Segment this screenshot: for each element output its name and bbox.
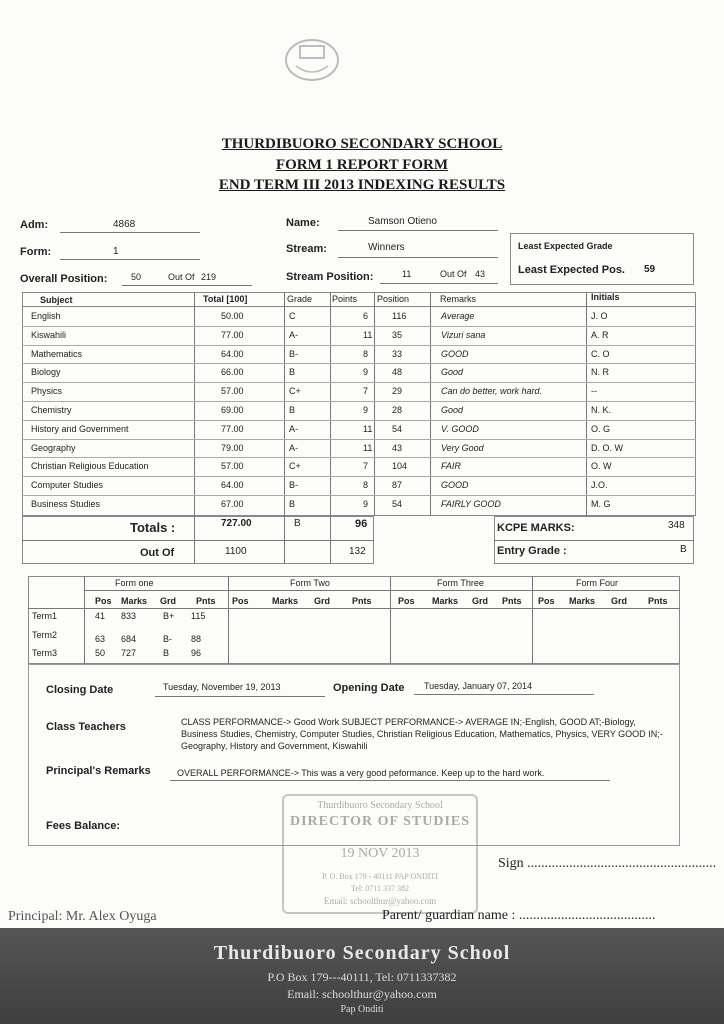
stream-position-label: Stream Position: [286,271,374,283]
stamp-school: Thurdibuoro Secondary School [317,800,443,811]
history-term-grd: B- [163,634,172,644]
col-points: Points [332,294,358,304]
principal-name: Principal: Mr. Alex Oyuga [8,909,157,924]
subject-total: 64.00 [221,348,244,359]
subject-total: 57.00 [221,461,244,472]
subject-total: 67.00 [221,499,244,509]
history-term-label: Term1 [32,611,58,621]
subject-position: 29 [392,386,403,397]
subject-grade: C+ [289,461,301,472]
subject-name: Biology [31,367,61,378]
stream-outof-label: Out Of [440,269,467,279]
director-of-studies-stamp [282,794,478,914]
history-term-pnts: 115 [191,611,206,621]
history-term-marks: 727 [121,648,137,658]
subject-initials: N. R [591,367,609,378]
subject-points: 7 [363,461,369,472]
subject-remark: V. GOOD [441,423,479,434]
subject-grade: B- [289,348,298,359]
history-col-header: Pnts [502,596,522,606]
stamp-title: DIRECTOR OF STUDIES [289,814,471,829]
history-form-header: Form one [115,578,154,588]
col-position: Position [377,294,410,304]
subject-grade: B- [289,480,298,491]
subject-initials: -- [591,386,597,397]
principal-remarks-text: OVERALL PERFORMANCE-> This was a very good peformance. Keep up to the hard work. [177,768,545,778]
subject-name: Business Studies [31,499,101,509]
history-term-pnts: 96 [191,648,202,658]
sign-line: Sign ...................................................... [498,856,717,871]
subject-grade: C+ [289,386,301,397]
subject-name: English [31,311,61,321]
least-expected-pos-label: Least Expected Pos. [518,264,625,276]
subject-points: 8 [363,348,369,359]
history-term-marks: 833 [121,611,137,621]
subject-initials: J.O. [591,480,608,491]
stream-position-value: 11 [402,269,412,279]
subject-position: 116 [392,311,407,321]
history-col-header: Pnts [352,596,372,606]
subject-name: Physics [31,386,63,397]
history-col-header: Marks [121,596,148,606]
name-label: Name: [286,217,320,229]
stamp-date: 19 NOV 2013 [340,846,420,861]
stream-label: Stream: [286,243,327,255]
report-form-title: FORM 1 REPORT FORM [275,157,449,173]
subject-remark: FAIR [441,461,461,472]
subject-points: 9 [363,405,369,415]
totals-label: Totals : [130,520,176,535]
subject-initials: A. R [591,329,609,340]
subject-points: 11 [363,423,373,434]
subject-name: Christian Religious Education [31,461,149,472]
history-term-label: Term2 [32,630,58,640]
subject-initials: J. O [591,311,608,321]
subject-name: Computer Studies [31,480,104,491]
subject-total: 50.00 [221,311,244,321]
subject-position: 28 [392,405,403,415]
subject-initials: M. G [591,499,611,509]
col-total: Total [100] [203,294,248,304]
subject-points: 8 [363,480,369,491]
fees-balance-label: Fees Balance: [46,820,120,832]
history-col-header: Marks [432,596,459,606]
class-teachers-remarks: CLASS PERFORMANCE-> Good Work SUBJECT PERFORMANCE-> AVERAGE IN;-English, GOOD AT;-Biology, Business Studies, Chemistry, Computer Studies, Christian Religious Education, Mathematics, Physics, VERY GOOD IN;-Geography, History and Government, Kiswahili [181,717,663,751]
subject-name: Chemistry [31,405,72,415]
school-name: THURDIBUORO SECONDARY SCHOOL [221,136,503,152]
subject-initials: D. O. W [591,442,623,453]
history-term-grd: B+ [163,611,175,621]
totals-points: 96 [355,518,368,530]
subject-position: 43 [392,442,403,453]
history-term-label: Term3 [32,648,58,658]
subject-position: 104 [392,461,408,472]
subject-position: 48 [392,367,403,378]
totals-marks: 727.00 [221,518,252,529]
exam-title: END TERM III 2013 INDEXING RESULTS [218,177,506,193]
history-col-header: Pos [538,596,555,606]
outof-points: 132 [349,546,366,557]
subject-grade: B [289,405,296,415]
form-value: 1 [113,246,119,257]
subject-remark: Very Good [441,442,484,453]
subject-points: 6 [363,311,369,321]
outof-label: Out Of [140,547,175,559]
subject-name: Geography [31,442,76,453]
subject-points: 7 [363,386,369,397]
parent-guardian-line: Parent/ guardian name : ....................................... [382,908,656,923]
subject-remark: GOOD [441,348,469,359]
subject-initials: O. G [591,423,611,434]
banner-address: P.O Box 179---40111, Tel: 0711337382 [267,970,457,984]
subject-remark: Vizuri sana [441,329,486,340]
history-col-header: Pos [232,596,249,606]
history-term-grd: B [163,648,170,658]
subject-position: 35 [392,329,403,340]
subject-initials: N. K. [591,405,612,415]
least-expected-pos-value: 59 [644,264,656,275]
stamp-tel: Tel: 0711 337 382 [350,884,410,893]
adm-value: 4868 [113,219,136,230]
subject-position: 54 [392,499,403,509]
history-col-header: Grd [611,596,628,606]
least-expected-grade-label: Least Expected Grade [518,241,613,251]
subject-total: 57.00 [221,386,244,397]
history-col-header: Marks [272,596,299,606]
history-col-header: Grd [160,596,177,606]
entry-grade-label: Entry Grade : [497,545,567,557]
subject-position: 54 [392,423,403,434]
subject-total: 79.00 [221,442,244,453]
subject-remark: Can do better, work hard. [441,386,543,397]
subject-remark: GOOD [441,480,469,491]
subject-grade: A- [289,442,298,453]
history-term-pos: 50 [95,648,106,658]
opening-date-label: Opening Date [333,682,405,694]
col-initials: Initials [591,292,620,302]
subject-position: 87 [392,480,403,491]
entry-grade-value: B [680,544,687,555]
subject-remark: FAIRLY GOOD [441,499,501,509]
overall-position-label: Overall Position: [20,273,108,285]
subject-grade: A- [289,329,298,340]
kcpe-value: 348 [668,520,685,531]
history-term-marks: 684 [121,634,137,644]
stream-total: 43 [475,269,486,279]
subject-grade: A- [289,423,298,434]
subject-total: 77.00 [221,423,244,434]
subject-remark: Average [441,311,475,321]
history-col-header: Pos [398,596,415,606]
subject-total: 66.00 [221,367,244,378]
subject-total: 77.00 [221,329,244,340]
subject-position: 33 [392,348,403,359]
history-form-header: Form Three [437,578,484,588]
name-value: Samson Otieno [368,216,437,227]
subject-grade: C [289,311,296,321]
school-crest-icon [282,34,342,84]
history-term-pnts: 88 [191,634,202,644]
history-form-header: Form Two [290,578,330,588]
history-col-header: Pnts [196,596,216,606]
subject-name: Kiswahili [31,329,67,340]
history-col-header: Grd [472,596,489,606]
history-col-header: Grd [314,596,331,606]
history-col-header: Pnts [648,596,668,606]
stamp-email: Email: schoolthur@yahoo.com [323,896,437,906]
col-subject: Subject [40,295,73,305]
banner-school-name: Thurdibuoro Secondary School [213,942,511,964]
subject-grade: B [289,499,296,509]
banner-place: Pap Onditi [340,1004,384,1015]
subject-initials: C. O [591,348,610,359]
stamp-address: P. O. Box 179 - 40111 PAP ONDITI [322,872,438,881]
class-teachers-label: Class Teachers [46,721,126,733]
subject-points: 9 [363,499,369,509]
kcpe-label: KCPE MARKS: [497,522,575,534]
subject-points: 9 [363,367,369,378]
overall-outof-label: Out Of [168,272,195,282]
adm-label: Adm: [20,219,49,231]
history-term-pos: 41 [95,611,106,621]
closing-date-label: Closing Date [46,684,114,696]
history-col-header: Marks [569,596,596,606]
subject-name: History and Government [31,423,129,434]
col-grade: Grade [287,294,313,304]
subject-total: 64.00 [221,480,244,491]
history-form-header: Form Four [576,578,619,588]
form-label: Form: [20,246,52,258]
opening-date-value: Tuesday, January 07, 2014 [424,681,533,691]
subject-points: 11 [363,329,373,340]
subject-points: 11 [363,442,373,453]
closing-date-value: Tuesday, November 19, 2013 [163,682,281,692]
history-term-pos: 63 [95,634,106,644]
stream-value: Winners [368,242,405,253]
col-remarks: Remarks [440,294,477,304]
subject-initials: O. W [591,461,612,472]
outof-marks: 1100 [225,546,247,557]
subject-remark: Good [441,405,464,415]
overall-total: 219 [201,272,217,282]
subject-grade: B [289,367,296,378]
banner-email: Email: schoolthur@yahoo.com [287,987,437,1001]
subject-name: Mathematics [31,348,83,359]
history-col-header: Pos [95,596,112,606]
subject-total: 69.00 [221,405,244,415]
subject-remark: Good [441,367,464,378]
totals-grade: B [294,518,301,529]
overall-position-value: 50 [131,272,142,282]
principal-remarks-label: Principal's Remarks [46,765,151,777]
